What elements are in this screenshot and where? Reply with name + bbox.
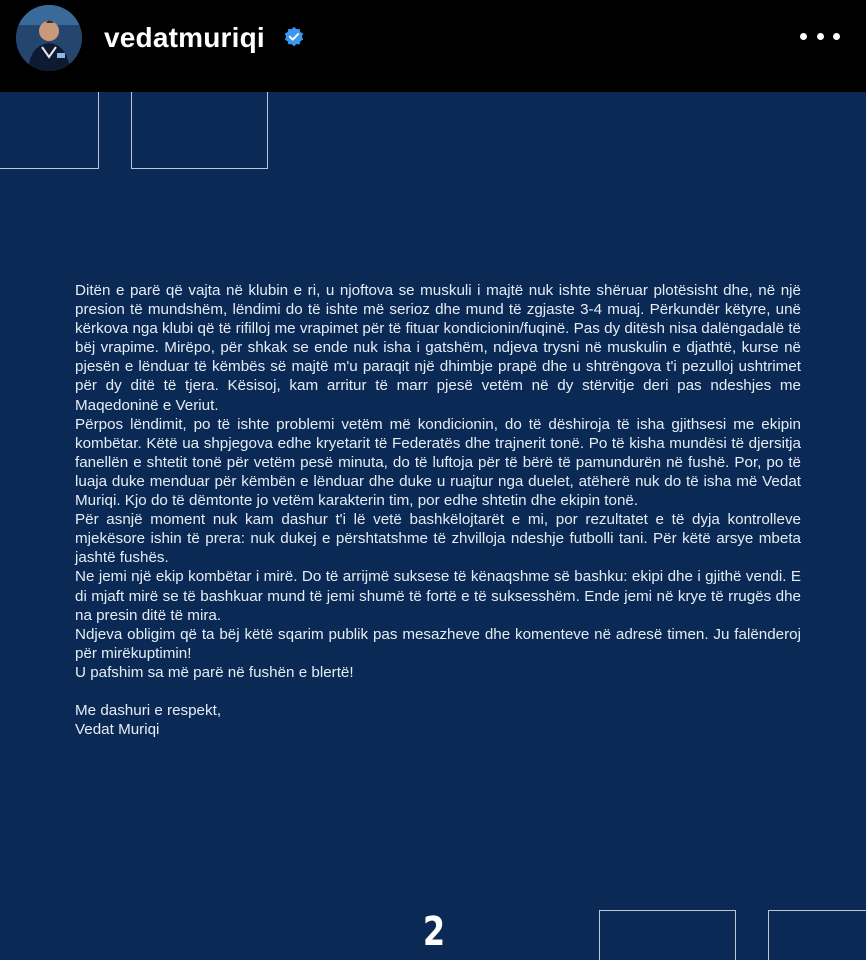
letter-paragraph: U pafshim sa më parë në fushën e blertë! [75, 663, 354, 681]
more-dot [817, 33, 824, 40]
letter-paragraph: Ne jemi një ekip kombëtar i mirë. Do të arrijmë suksese të kënaqshme së bashku: ekipi dhe i gjithë vendi. E di mjaft mirë se të bashkuar mund të jemi shumë të fortë e të suksesshëm. Ende jemi në krye të rrugës dhe na presin ditë të mira. [75, 568, 801, 624]
avatar[interactable] [16, 5, 82, 71]
signature: Vedat Muriqi [75, 721, 160, 739]
profile-photo-icon [16, 5, 82, 71]
page-number: 2 [422, 909, 446, 955]
letter-paragraph: Përpos lëndimit, po të ishte problemi vetëm më kondicionin, do të dëshiroja të isha gjithsesi me ekipin kombëtar. Këtë ua shpjegova edhe kryetarit të Federatës dhe trajnerit tonë. Po të kisha mundësi të djersitja fanellën e shtetit tonë për vetëm pesë minuta, do të luftoja për të bërë të pamundurën në fushë. Por, po të luaja duke menduar për këmbën e lënduar dhe duke u ruajtur nga duelet, atëherë nuk do të isha më Vedat Muriqi. Kjo do të dëmtonte jo vetëm karakterin tim, por edhe shtetin dhe ekipin tonë. [75, 415, 801, 510]
letter-paragraph: Ditën e parë që vajta në klubin e ri, u njoftova se muskuli i majtë nuk ishte shëruar plotësisht dhe, në një presion të mundshëm, lëndimi do të ishte më serioz dhe mund të zgjaste 3-4 muaj. Përkundër këtyre, unë kërkova nga klubi që të rifilloj me vrapimet për të fituar kondicionin/fuqinë. Pas dy ditësh nisa dalëngadalë të bëj vrapime. Mirëpo, për shkak se ende nuk isha i gatshëm, ndjeva trysni në muskulin e djathtë, kurse në pjesën e lënduar të këmbës së majtë m'u paraqit një dhimbje prapë dhe u shtrëngova t'i pezulloj ushtrimet për dy ditë të tjera. Kësisoj, kam arritur të marr pjesë vetëm në dy stërvitje deri pas ndeshjes me Maqedoninë e Veriut. [75, 282, 801, 414]
decorative-frame [131, 92, 268, 169]
letter-paragraph: Ndjeva obligim që ta bëj këtë sqarim publik pas mesazheve dhe komenteve në adresë timen. Ju falënderoj për mirëkuptimin! [75, 625, 801, 662]
more-dot [833, 33, 840, 40]
more-options-icon[interactable] [800, 24, 840, 48]
decorative-frame [0, 92, 99, 169]
statement-letter [75, 281, 801, 739]
username[interactable]: vedatmuriqi [104, 22, 265, 53]
post-image[interactable] [0, 92, 866, 960]
letter-paragraph: Për asnjë moment nuk kam dashur t'i lë vetë bashkëlojtarët e mi, por rezultatet e të dyja kontrolleve mjekësore ishin të prera: nuk dukej e përshtatshme të zhvilloja ndeshje futbolli tani. Për këtë arsye mbeta jashtë fushës. [75, 511, 801, 567]
sign-off [75, 701, 801, 739]
more-dot [800, 33, 807, 40]
closing-line: Me dashuri e respekt, [75, 701, 222, 719]
post-header [0, 0, 866, 92]
verified-badge-icon [283, 26, 305, 48]
decorative-frame [599, 910, 736, 960]
decorative-frame [768, 910, 866, 960]
